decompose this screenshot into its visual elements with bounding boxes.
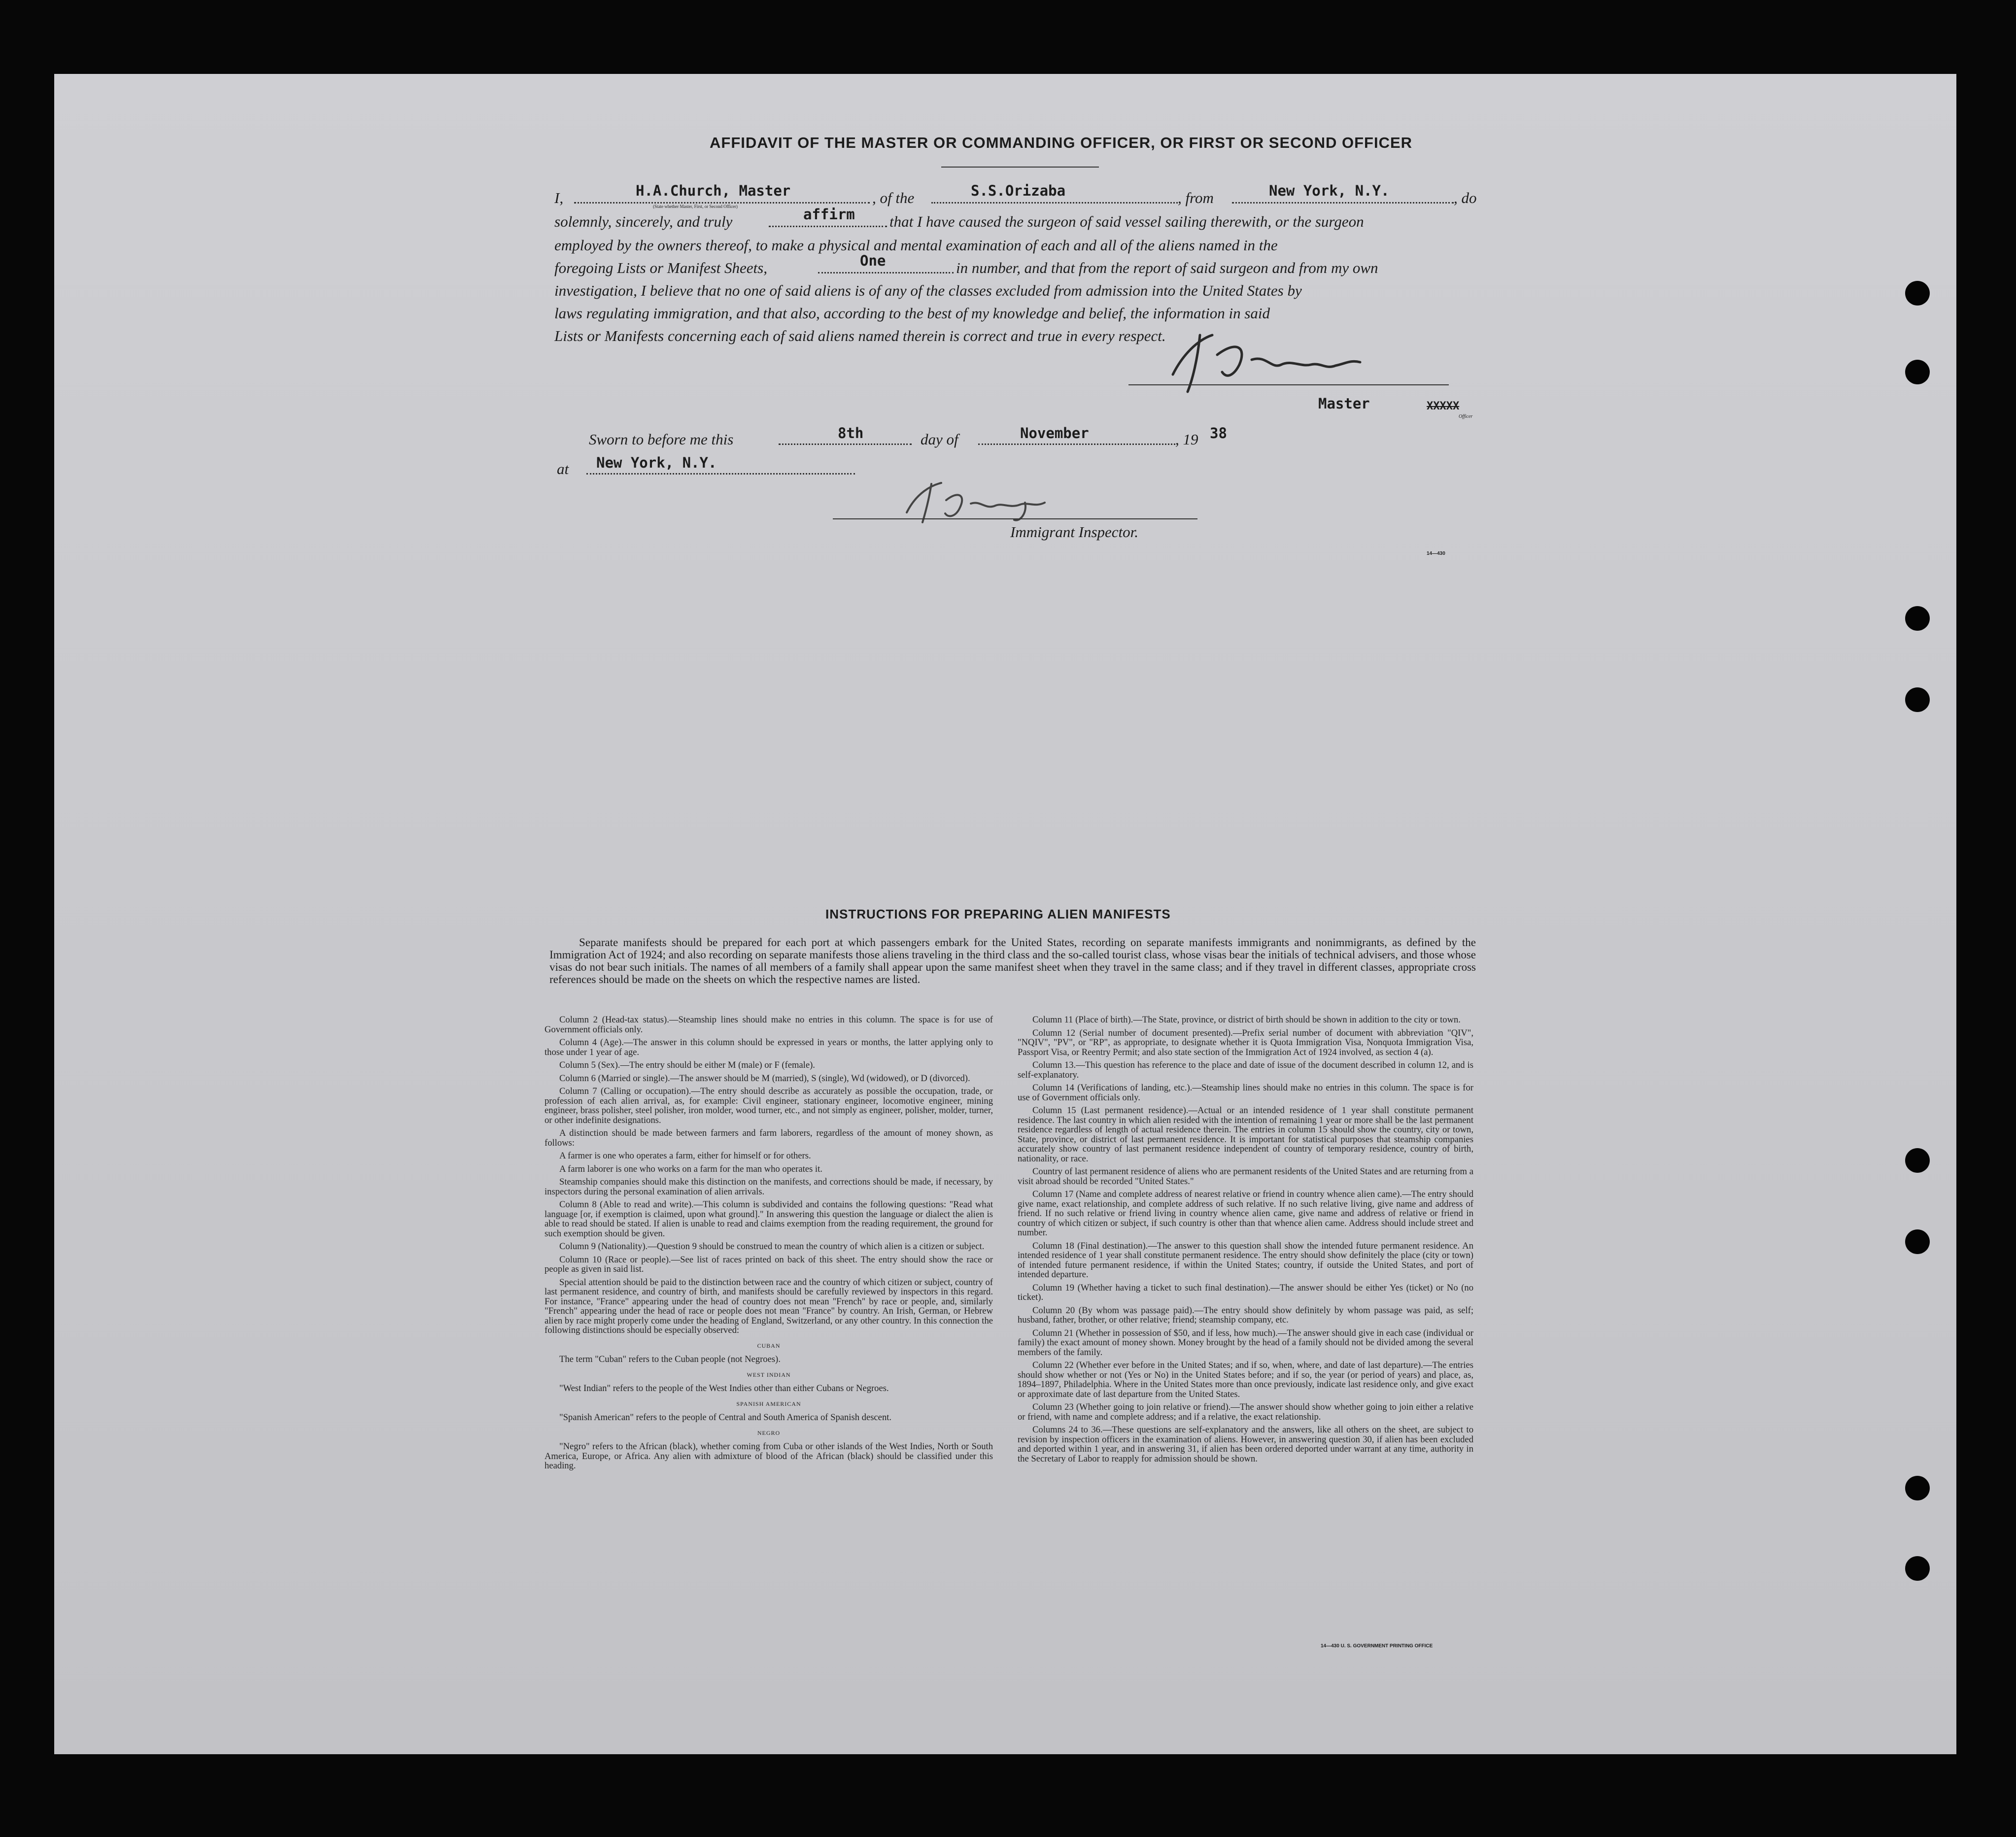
punch-hole (1905, 360, 1930, 384)
instructions-left-column (545, 1015, 993, 1474)
do-label: , do (1454, 189, 1477, 206)
inspector-line (833, 518, 1197, 519)
instruction-item: Column 19 (Whether having a ticket to such final destination).—The answer should be either Yes (ticket) or No (no ticket). (1018, 1282, 1473, 1302)
sworn-year: 38 (1210, 425, 1227, 442)
instruction-item: A distinction should be made between farmers and farm laborers, regardless of the amount of money shown, as follows: (545, 1128, 993, 1148)
cuban-text: The term "Cuban" refers to the Cuban people (not Negroes). (559, 1354, 781, 1364)
instruction-item: Column 12 (Serial number of document presented).—Prefix serial number of document with abbreviation "QIV", "NQIV", "PV", or "RP", as appropriate, to designate whether it is Quota Immigration Visa, Nonquota Immigration Visa, Passport Visa, or Reentry Permit; and also state section of the Immigration Act of 1924 involved, as section 4 (a). (1018, 1027, 1473, 1057)
instruction-item: Column 13.—This question has reference to the place and date of issue of the document described in column 12, and is self-explanatory. (1018, 1060, 1473, 1080)
inspector-label: Immigrant Inspector. (1010, 523, 1139, 541)
west-indian-heading: WEST INDIAN (747, 1371, 791, 1378)
instructions-intro: Separate manifests should be prepared for each port at which passengers embark for the United States, recording on separate manifests immigrants and nonimmigrants, as defined by the Immigration Act of 1924; and also recording on separate manifests those aliens traveling in the third class and the so-called tourist class, whose visas bear the initials of technical advisers, and those whose visas do not bear such initials. The names of all members of a family shall appear upon the same manifest sheet when they travel in the same class; and if they travel in different classes, appropriate cross references should be made on the sheets on which the respective names are listed. (549, 936, 1476, 986)
vessel-name: S.S.Orizaba (971, 182, 1066, 199)
of-the-label: , of the (872, 189, 915, 206)
instruction-item: Column 15 (Last permanent residence).—Actual or an intended residence of 1 year shall constitute permanent residence. The last country in which alien resided with the intention of remaining 1 year or more shall be the last permanent residence regardless of length of actual residence therein. The entries in column 15 should show the country, city or town, State, province, or district of last permanent residence. It is important for statistical purposes that steamship companies accurately show country of last permanent residence independent of country of temporary residence, country of birth, nationality, or race. (1018, 1105, 1473, 1164)
dotted-line (769, 226, 887, 227)
sworn-place: New York, N.Y. (596, 454, 717, 471)
punch-hole (1905, 1229, 1930, 1254)
dotted-line (779, 443, 912, 445)
punch-hole (1905, 1148, 1930, 1173)
year-prefix: , 19 (1175, 431, 1198, 448)
line7: Lists or Manifests concerning each of said aliens named therein is correct and true in every respect. (554, 327, 1166, 344)
master-name: H.A.Church, Master (636, 182, 791, 199)
title-rule (941, 167, 1099, 168)
punch-hole (1905, 687, 1930, 712)
instruction-item: Column 11 (Place of birth).—The State, province, or district of birth should be shown in addition to the city or town. (1032, 1015, 1461, 1025)
instruction-item: A farm laborer is one who works on a farm for the man who operates it. (559, 1163, 822, 1174)
affidavit-title: AFFIDAVIT OF THE MASTER OR COMMANDING OFFICER, OR FIRST OR SECOND OFFICER (710, 134, 1413, 151)
instruction-item: Column 18 (Final destination).—The answer to this question shall show the intended future permanent residence. An intended residence of 1 year shall constitute permanent residence. The entry should show definitely the place (city or town) of intended future permanent residence, if within the United States; country, if outside the United States, and port of intended departure. (1018, 1240, 1473, 1280)
instruction-item: Country of last permanent residence of aliens who are permanent residents of the United States and are returning from a visit abroad should be recorded "United States." (1018, 1166, 1473, 1187)
dotted-line (1232, 202, 1454, 204)
oath-word: affirm (803, 206, 855, 223)
instruction-item: Column 9 (Nationality).—Question 9 should be construed to mean the country of which alien is a citizen or subject. (559, 1241, 985, 1252)
line4b: in number, and that from the report of said surgeon and from my own (956, 259, 1378, 276)
cuban-heading: CUBAN (757, 1342, 781, 1349)
instruction-item: Columns 24 to 36.—These questions are self-explanatory and the answers, like all others on the sheet, are subject to revision by inspection officers in the examination of aliens. However, in answering question 30, if alien has been excluded and deported within 1 year, and in answering 31, if alien has been ordered deported under warrant at any time, authority in the Secretary of Labor to reapply for admission should be shown. (1018, 1425, 1473, 1464)
instruction-item: Column 5 (Sex).—The entry should be either M (male) or F (female). (559, 1060, 815, 1070)
i-label: I, (554, 189, 564, 206)
instruction-item: Special attention should be paid to the distinction between race and the country of which citizen or subject, country of last permanent residence, and country of birth, and manifests should be carefully reviewed by inspectors in this regard. For instance, "France" appearing under the head of country does not mean "French" by race or people, and, similarly "French" appearing under the head of race or people does not mean "France" by country. An Irish, German, or Hebrew alien by race might properly come under the heading of England, Switzerland, or any other country. In this connection the following distinctions should be especially observed: (545, 1277, 993, 1335)
instruction-item: Column 6 (Married or single).—The answer should be M (married), S (single), Wd (widowed), or D (divorced). (559, 1073, 970, 1084)
sworn-day: 8th (838, 425, 864, 442)
instruction-item: Column 4 (Age).—The answer in this column should be expressed in years or months, the latter applying only to those under 1 year of age. (545, 1037, 993, 1057)
line3: employed by the owners thereof, to make a physical and mental examination of each and all of the aliens named in the (554, 237, 1278, 254)
dotted-line (818, 272, 954, 273)
master-note: (State whether Master, First, or Second Officer) (653, 204, 738, 209)
dotted-line (586, 473, 855, 475)
instructions-title: INSTRUCTIONS FOR PREPARING ALIEN MANIFESTS (825, 907, 1171, 921)
sworn-label: Sworn to before me this (589, 431, 734, 448)
day-of-label: day of (921, 431, 958, 448)
struck-word: XXXXX (1427, 400, 1460, 412)
punch-hole (1905, 606, 1930, 631)
instruction-item: Column 7 (Calling or occupation).—The entry should describe as accurately as possible the occupation, trade, or profession of each alien arrival, as, for example: Civil engineer, stationary engineer, locomotive engineer, mining engineer, brass polisher, steel polisher, iron molder, wood turner, etc., and not simply as engineer, polisher, molder, turner, or other indefinite designations. (545, 1086, 993, 1125)
negro-text: "Negro" refers to the African (black), whether coming from Cuba or other islands of the West Indies, North or South America, Europe, or Africa. Any alien with admixture of blood of the African (black) should be classified under this heading. (545, 1441, 993, 1471)
from-port: New York, N.Y. (1269, 182, 1390, 199)
negro-heading: NEGRO (757, 1429, 781, 1436)
instruction-item: Column 8 (Able to read and write).—This column is subdivided and contains the following questions: "Read what language [or, if exemption is claimed, upon what ground]." In answering this question the language or dialect the alien is able to read should be stated. If alien is unable to read and claims exemption from the reading requirement, the ground for such exemption should be given. (545, 1199, 993, 1239)
punch-hole (1905, 1476, 1930, 1500)
punch-hole (1905, 1556, 1930, 1581)
instruction-item: Column 21 (Whether in possession of $50, and if less, how much).—The answer should give in each case (individual or family) the exact amount of money shown. Money brought by the head of a family should not be divided among the several members of the family. (1018, 1327, 1473, 1358)
instructions-right-column (1018, 1015, 1473, 1467)
instruction-item: Column 23 (Whether going to join relative or friend).—The answer should show whether going to join either a relative or friend, with name and complete address; and if a relative, the exact relationship. (1018, 1402, 1473, 1422)
line2a: solemnly, sincerely, and truly (554, 213, 733, 230)
line2b: that I have caused the surgeon of said vessel sailing therewith, or the surgeon (889, 213, 1364, 230)
instruction-item: Column 10 (Race or people).—See list of races printed on back of this sheet. The entry should show the race or people as given in said list. (545, 1254, 993, 1274)
west-indian-text: "West Indian" refers to the people of the West Indies other than either Cubans or Negroes. (559, 1383, 889, 1394)
dotted-line (931, 202, 1178, 204)
signature-line (1128, 384, 1449, 385)
sworn-month: November (1020, 425, 1089, 442)
at-label: at (557, 460, 569, 477)
sheets-count: One (860, 252, 886, 269)
line5: investigation, I believe that no one of said aliens is of any of the classes excluded from admission into the United States by (554, 282, 1302, 299)
form-number: 14—430 (1427, 551, 1445, 556)
spanish-american-heading: SPANISH AMERICAN (736, 1400, 801, 1407)
officer-label: Officer (1459, 414, 1473, 419)
dotted-line (978, 443, 1175, 445)
dotted-line (574, 202, 870, 204)
from-label: , from (1178, 189, 1214, 206)
line4a: foregoing Lists or Manifest Sheets, (554, 259, 767, 276)
punch-hole (1905, 281, 1930, 306)
instruction-item: Column 22 (Whether ever before in the United States; and if so, when, where, and date of last departure).—The entries should show whether or not (Yes or No) in the United States before; and if so, the year (or period of years) and place, as, 1894–1897, Philadelphia. Where in the United States more than once previously, indicate last residence only, and give exact or approximate date of last departure from the United States. (1018, 1360, 1473, 1399)
signer-title: Master (1318, 395, 1370, 412)
spanish-american-text: "Spanish American" refers to the people of Central and South America of Spanish descent. (559, 1412, 892, 1423)
printer-imprint: 14—430 U. S. GOVERNMENT PRINTING OFFICE (1321, 1643, 1433, 1649)
master-signature (1153, 325, 1380, 399)
instruction-item: Steamship companies should make this distinction on the manifests, and corrections should be made, if necessary, by inspectors during the personal examination of alien arrivals. (545, 1177, 993, 1197)
instruction-item: Column 17 (Name and complete address of nearest relative or friend in country whence alien came).—The entry should give name, exact relationship, and complete address of such relative. If no such relative living, give name and address of friend. If no such relative or friend living in country whence alien came, give name and address of relative or friend in country of which citizen or subject, if such country is other than that whence alien came. Address should include street and number. (1018, 1189, 1473, 1238)
line6: laws regulating immigration, and that also, according to the best of my knowledge and belief, the information in said (554, 305, 1270, 322)
instruction-item: Column 14 (Verifications of landing, etc.).—Steamship lines should make no entries in this column. The space is for use of Government officials only. (1018, 1083, 1473, 1103)
instruction-item: A farmer is one who operates a farm, either for himself or for others. (559, 1151, 811, 1161)
instruction-item: Column 20 (By whom was passage paid).—The entry should show definitely by whom passage was paid, as self; husband, father, brother, or other relative; friend; steamship company, etc. (1018, 1305, 1473, 1325)
instruction-item: Column 2 (Head-tax status).—Steamship lines should make no entries in this column. The space is for use of Government officials only. (545, 1015, 993, 1035)
